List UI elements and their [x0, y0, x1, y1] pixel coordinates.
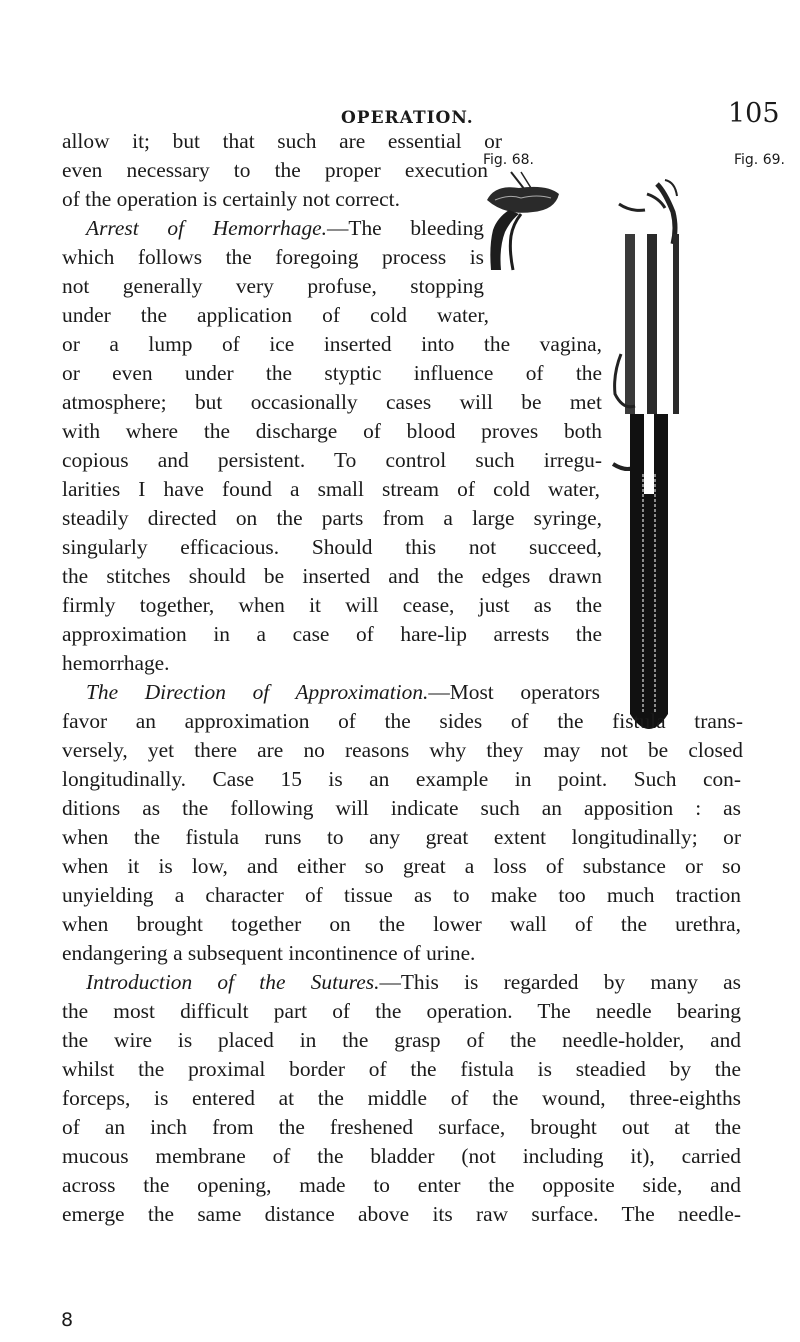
line-text: singularly efficacious. Should this not succeed,: [62, 535, 602, 559]
line-text: —This is regarded by many as: [379, 970, 741, 994]
page-number: 105: [728, 98, 780, 129]
text-line: [62, 1113, 741, 1142]
text-line: [62, 272, 484, 301]
text-line: [62, 417, 602, 446]
section-heading: The Direction of Approximation.: [86, 680, 429, 704]
line-text: across the opening, made to enter the opposite side, and: [62, 1173, 741, 1197]
text-line: [62, 707, 743, 736]
line-text: whilst the proximal border of the fistula is steadied by the: [62, 1057, 741, 1081]
text-line: [62, 1084, 741, 1113]
text-line: [62, 127, 502, 156]
text-line: [62, 156, 488, 185]
line-text: —The bleeding: [327, 216, 484, 240]
line-text: ditions as the following will indicate such an apposition : as: [62, 796, 741, 820]
line-text: steadily directed on the parts from a large syringe,: [62, 506, 602, 530]
line-text: not generally very profuse, stopping: [62, 274, 484, 298]
text-line: [62, 533, 602, 562]
line-text: approximation in a case of hare-lip arrests the: [62, 622, 602, 646]
line-text: versely, yet there are no reasons why they may not be closed: [62, 738, 743, 762]
line-text: allow it; but that such are essential or: [62, 129, 502, 153]
section-heading: Introduction of the Sutures.: [86, 970, 380, 994]
text-line: [62, 591, 602, 620]
line-text: favor an approximation of the sides of the fistula trans-: [62, 709, 743, 733]
text-line: [62, 910, 741, 939]
line-text: —Most operators: [428, 680, 600, 704]
line-text: of an inch from the freshened surface, brought out at the: [62, 1115, 741, 1139]
line-text: firmly together, when it will cease, just as the: [62, 593, 602, 617]
figure-69-caption: Fig. 69.: [734, 152, 785, 168]
line-text: forceps, is entered at the middle of the wound, three-eighths: [62, 1086, 741, 1110]
text-line: [62, 620, 602, 649]
needle-holder-icon: [603, 174, 707, 744]
text-line: [86, 214, 484, 243]
text-line: [62, 1026, 741, 1055]
line-text: the wire is placed in the grasp of the needle-holder, and: [62, 1028, 741, 1052]
line-text: when it is low, and either so great a loss of substance or so: [62, 854, 741, 878]
text-line: [62, 765, 741, 794]
text-line: [62, 301, 489, 330]
text-line: [86, 678, 600, 707]
text-line: [62, 939, 741, 968]
text-line: [62, 1142, 741, 1171]
text-line: [62, 736, 743, 765]
text-line: [62, 185, 489, 214]
line-text: unyielding a character of tissue as to make too much traction: [62, 883, 741, 907]
text-line: [62, 649, 602, 678]
line-text: endangering a subsequent incontinence of urine.: [62, 941, 476, 965]
signature-mark: 8: [61, 1309, 74, 1331]
line-text: copious and persistent. To control such irregu-: [62, 448, 602, 472]
line-text: atmosphere; but occasionally cases will be met: [62, 390, 602, 414]
text-line: [62, 1171, 741, 1200]
line-text: when the fistula runs to any great extent longitudinally; or: [62, 825, 741, 849]
text-line: [62, 997, 741, 1026]
line-text: even necessary to the proper execution: [62, 158, 488, 182]
line-text: the stitches should be inserted and the edges drawn: [62, 564, 602, 588]
text-line: [62, 330, 602, 359]
line-text: hemorrhage.: [62, 651, 170, 675]
text-line: [62, 1055, 741, 1084]
line-text: the most difficult part of the operation. The needle bearing: [62, 999, 741, 1023]
line-text: larities I have found a small stream of cold water,: [62, 477, 600, 501]
line-text: which follows the foregoing process is: [62, 245, 484, 269]
text-line: [62, 794, 741, 823]
line-text: of the operation is certainly not correct.: [62, 187, 400, 211]
text-line: [62, 1200, 741, 1229]
figure-68-caption: Fig. 68.: [483, 152, 534, 168]
line-text: when brought together on the lower wall of the urethra,: [62, 912, 741, 936]
line-text: under the application of cold water,: [62, 303, 489, 327]
text-line: [62, 881, 741, 910]
section-heading: Arrest of Hemorrhage.: [86, 216, 327, 240]
text-line: [62, 388, 602, 417]
text-line: [62, 475, 600, 504]
text-line: [62, 562, 602, 591]
line-text: or a lump of ice inserted into the vagina,: [62, 332, 602, 356]
text-line: [62, 359, 602, 388]
text-line: [62, 243, 484, 272]
line-text: mucous membrane of the bladder (not including it), carried: [62, 1144, 741, 1168]
text-line: [62, 504, 602, 533]
text-line: [86, 968, 741, 997]
line-text: with where the discharge of blood proves both: [62, 419, 602, 443]
line-text: emerge the same distance above its raw surface. The needle-: [62, 1202, 741, 1226]
text-line: [62, 852, 741, 881]
running-head: OPERATION.: [341, 108, 474, 128]
line-text: longitudinally. Case 15 is an example in point. Such con-: [62, 767, 741, 791]
line-text: or even under the styptic influence of the: [62, 361, 602, 385]
text-line: [62, 446, 602, 475]
text-line: [62, 823, 741, 852]
